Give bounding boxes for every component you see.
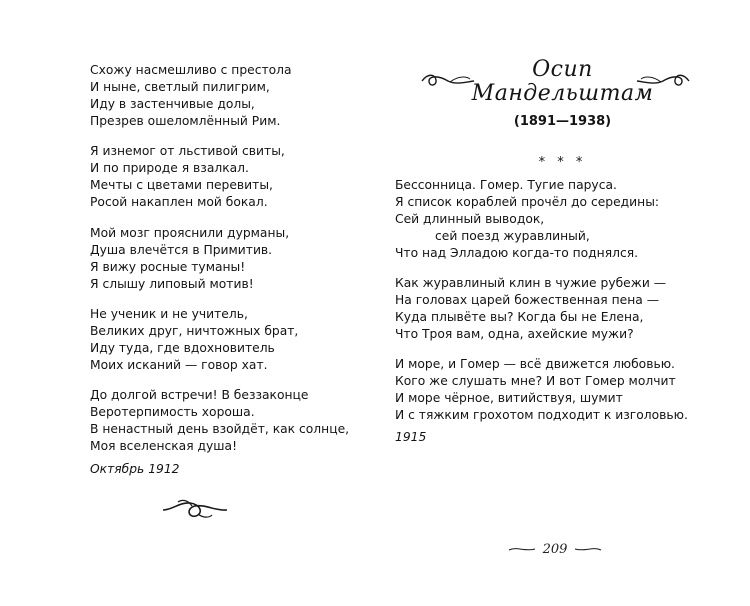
asterism: * * * [538, 155, 587, 170]
poem-date: 1915 [395, 430, 427, 444]
verse-line: Кого же слушать мне? И вот Гомер молчит [395, 374, 676, 388]
verse-line: Моих исканий — говор хат. [90, 358, 268, 372]
verse-line: Я вижу росные туманы! [90, 260, 246, 274]
verse-line: Иду туда, где вдохновитель [90, 341, 275, 355]
verse-line: Я список кораблей прочёл до середины: [395, 195, 660, 209]
verse-line: Росой накаплен мой бокал. [90, 195, 268, 209]
verse-line: Бессонница. Гомер. Тугие паруса. [395, 178, 617, 192]
page-number-block [505, 538, 605, 557]
verse-line: И по природе я взалкал. [90, 161, 249, 175]
verse-line: Я слышу липовый мотив! [90, 277, 254, 291]
verse-line: Я изнемог от льстивой свиты, [90, 144, 285, 158]
verse-line: И ныне, светлый пилигрим, [90, 80, 270, 94]
stanza-3 [395, 356, 688, 424]
verse-line: В ненастный день взойдёт, как солнце, [90, 422, 350, 436]
right-title-ornament-icon [635, 70, 691, 92]
verse-line: До долгой встречи! В беззаконце [90, 388, 309, 402]
author-first-name: Осип [532, 57, 593, 82]
verse-line: Веротерпимость хороша. [90, 405, 255, 419]
verse-line: Мечты с цветами перевиты, [90, 178, 273, 192]
stanza-4 [90, 306, 298, 374]
verse-line: Что Троя вам, одна, ахейские мужи? [395, 327, 634, 341]
page-number: 209 [542, 542, 568, 557]
verse-line: Презрев ошеломлённый Рим. [90, 114, 281, 128]
stanza-2 [395, 275, 666, 343]
verse-line: Мой мозг прояснили дурманы, [90, 226, 290, 240]
poem-date: Октябрь 1912 [90, 462, 180, 476]
verse-line: Моя вселенская душа! [90, 439, 238, 453]
verse-line: И море, и Гомер — всё движется любовью. [395, 357, 675, 371]
verse-line: Душа влечётся в Примитив. [90, 243, 273, 257]
stanza-1 [395, 177, 659, 262]
verse-line: Как журавлиный клин в чужие рубежи — [395, 276, 667, 290]
verse-line: Иду в застенчивые долы, [90, 97, 255, 111]
verse-line: Куда плывёте вы? Когда бы не Елена, [395, 310, 644, 324]
author-last-name: Мандельштам [471, 81, 654, 106]
verse-line: И море чёрное, витийствуя, шумит [395, 391, 623, 405]
stanza-3 [90, 225, 289, 293]
flourish-icon [160, 490, 230, 524]
stanza-5 [90, 387, 349, 455]
verse-line: И с тяжким грохотом подходит к изголовью. [395, 408, 688, 422]
verse-line: сей поезд журавлиный, [435, 229, 590, 243]
verse-line: Что над Элладою когда-то поднялся. [395, 246, 639, 260]
verse-line: Сей длинный выводок, [395, 212, 545, 226]
author-title [375, 58, 750, 106]
author-years: (1891—1938) [513, 114, 612, 129]
verse-line: На головах царей божественная пена — [395, 293, 659, 307]
right-page [375, 0, 750, 606]
verse-line: Схожу насмешливо с престола [90, 63, 292, 77]
verse-line: Не ученик и не учитель, [90, 307, 248, 321]
stanza-1 [90, 62, 292, 130]
stanza-2 [90, 143, 285, 211]
verse-line: Великих друг, ничтожных брат, [90, 324, 299, 338]
